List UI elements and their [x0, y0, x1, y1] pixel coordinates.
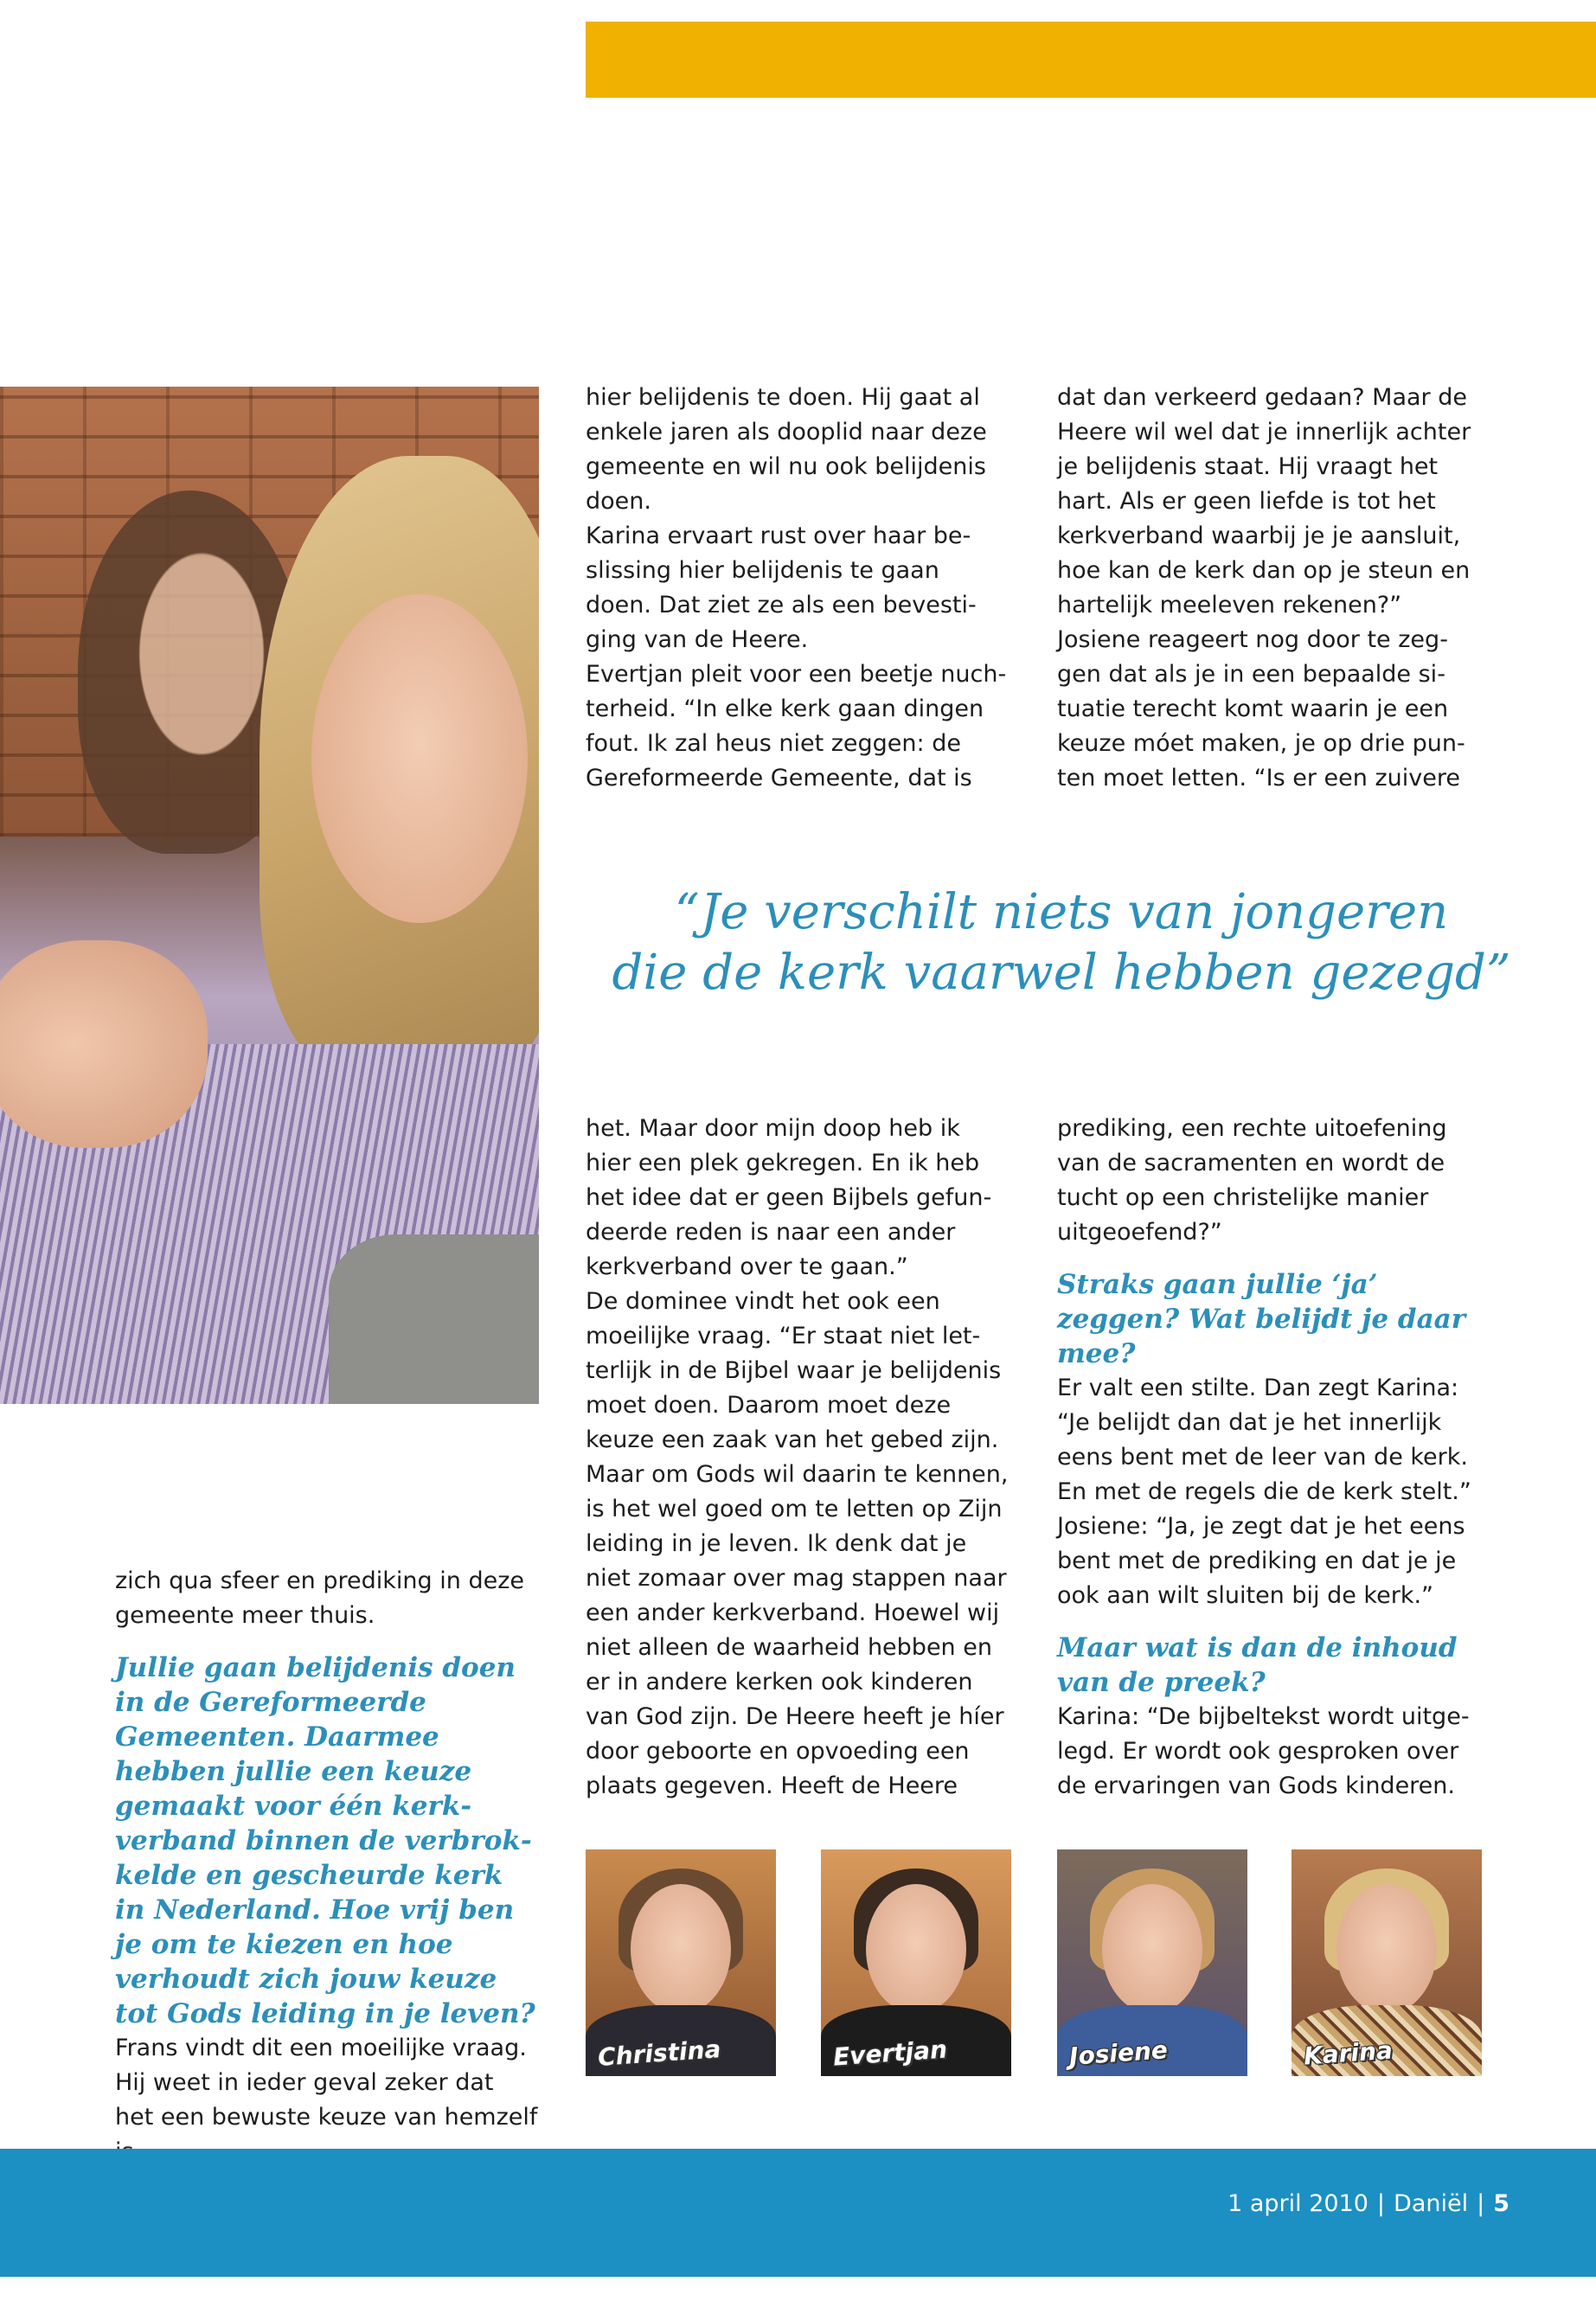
paragraph: Er valt een stilte. Dan zegt Karina: “Je belijdt dan dat je het innerlijk eens bent met de leer van de kerk. En met de regels die de kerk stelt.” Josiene: “Ja, je zegt dat je het eens bent met de prediking en dat je je ook aan wilt sluiten bij de kerk.” — [1057, 1375, 1471, 1609]
paragraph: De dominee vindt het ook een moeilijke vraag. “Er staat niet letterlijk in de Bijbel waar je belijdenis moet doen. Daarom moet deze keuze een zaak van het gebed zijn. Maar om Gods wil daarin te kennen, is het wel goed om te letten op Zijn leiding in je leven. Ik denk dat je niet zomaar over mag stappen naar een ander kerkverband. Hoewel wij niet alleen de waarheid hebben en er in andere kerken ook kinderen van God zijn. De Heere heeft je híer door geboorte en opvoeding een plaats gegeven. Heeft de Heere — [586, 1288, 1009, 1799]
column-middle-top — [586, 381, 1010, 796]
paragraph: hier belijdenis te doen. Hij gaat al enkele jaren als dooplid naar deze gemeente en wil nu ook belijdenis doen. — [586, 384, 987, 515]
separator: | — [1477, 2190, 1485, 2217]
paragraph: zich qua sfeer en prediking in deze gemeente meer thuis. — [115, 1567, 524, 1629]
paragraph: Frans vindt dit een moeilijke vraag. Hij weet in ieder geval zeker dat het een bewuste keuze van hemzelf — [115, 2035, 538, 2131]
portrait-christina — [586, 1849, 776, 2076]
pull-quote-line: “Je verschilt niets van jongeren — [674, 884, 1449, 940]
column-middle-bottom — [586, 1112, 1010, 1804]
paragraph: het. Maar door mijn doop heb ik hier een plek gekregen. En ik heb het idee dat er geen Bijbels gefundeerde reden is naar een ander kerkverband over te gaan.” — [586, 1115, 992, 1280]
pull-quote-line: die de kerk vaarwel hebben gezegd” — [612, 945, 1511, 1001]
portrait-label: Evertjan — [832, 2035, 948, 2072]
page-number: 5 — [1493, 2190, 1509, 2217]
paragraph: Karina ervaart rust over haar beslissing hier belijdenis te gaan doen. Dat ziet ze als een bevestiging van de Heere. — [586, 522, 977, 653]
column-right-bottom — [1057, 1112, 1481, 1804]
question-heading: Jullie gaan belijdenis doen in de Gereformeerde Gemeenten. Daarmee hebben jullie een keuze gemaakt voor één kerkverband binnen de verbrokkelde en gescheurde kerk in Nederland. Hoe vrij ben je om te kiezen en hoe verhoudt zich jouw keuze tot Gods leiding in je leven? — [115, 1652, 535, 2029]
publication-name: Daniël — [1394, 2190, 1469, 2217]
paragraph: prediking, een rechte uitoefening van de sacramenten en wordt de tucht op een christelijke manier uitgeoefend?” — [1057, 1115, 1447, 1246]
column-left — [115, 1564, 539, 2170]
separator: | — [1376, 2190, 1386, 2217]
paragraph: Evertjan pleit voor een beetje nuchterheid. “In elke kerk gaan dingen fout. Ik zal heus niet zeggen: de Gereformeerde Gemeente, dat is — [586, 661, 1007, 792]
footer-bar — [0, 2149, 1596, 2277]
paragraph: Karina: “De bijbeltekst wordt uitgelegd. Er wordt ook gesproken over de ervaringen van Gods kinderen. — [1057, 1703, 1470, 1799]
portrait-evertjan — [821, 1849, 1011, 2076]
paragraph: dat dan verkeerd gedaan? Maar de Heere wil wel dat je innerlijk achter je belijdenis staat. Hij vraagt het hart. Als er geen liefde is tot het kerkverband waarbij je je aansluit, hoe kan de kerk dan op je steun en hartelijk meeleven rekenen?” — [1057, 384, 1471, 619]
paragraph: Josiene reageert nog door te zeggen dat als je in een bepaalde situatie terecht komt waarin je een keuze móet maken, je op drie punten moet letten. “Is er een zuivere — [1057, 626, 1465, 792]
issue-date: 1 april 2010 — [1227, 2190, 1368, 2217]
question-heading: Maar wat is dan de inhoud van de preek? — [1057, 1632, 1458, 1698]
portrait-karina — [1292, 1849, 1482, 2076]
top-accent-bar — [586, 22, 1596, 98]
portrait-label: Josiene — [1067, 2035, 1169, 2071]
portrait-josiene — [1057, 1849, 1247, 2076]
footer-meta — [1227, 2190, 1509, 2217]
pull-quote — [586, 882, 1537, 1003]
main-photo — [0, 387, 539, 1404]
column-right-top — [1057, 381, 1481, 796]
portrait-label: Christina — [597, 2035, 722, 2072]
question-heading: Straks gaan jullie ‘ja’ zeggen? Wat belijdt je daar mee? — [1057, 1269, 1466, 1369]
portrait-label: Karina — [1302, 2035, 1394, 2071]
